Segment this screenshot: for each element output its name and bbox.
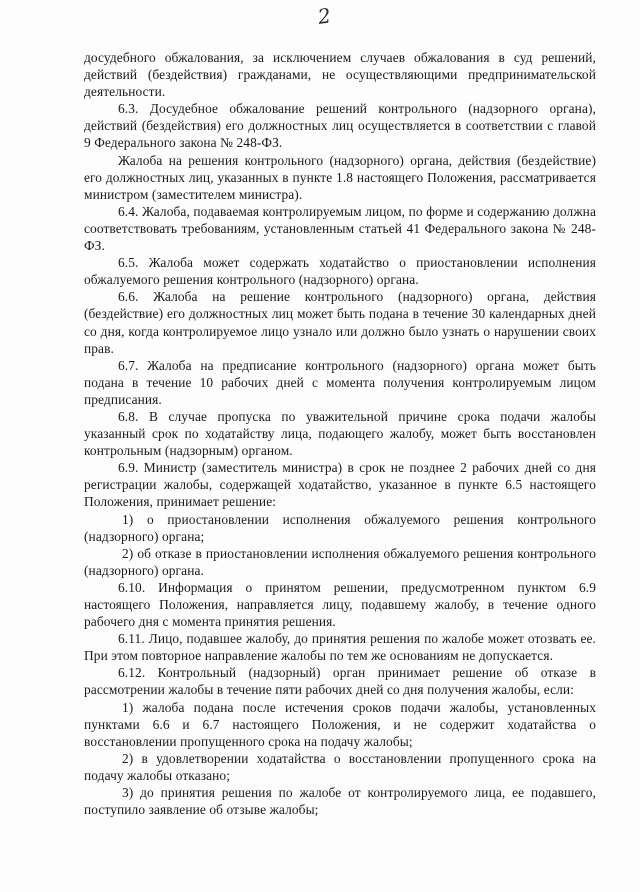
list-item-6-12-2: 2) в удовлетворении ходатайства о восстановлении пропущенного срока на подачу жалобы отказано; bbox=[84, 750, 596, 783]
paragraph-6-12: 6.12. Контрольный (надзорный) орган принимает решение об отказе в рассмотрении жалобы в течение пяти рабочих дней со дня получения жалобы, если: bbox=[84, 665, 596, 698]
paragraph-6-3: 6.3. Досудебное обжалование решений контрольного (надзорного органа), действий (бездействия) его должностных лиц осуществляется в соответствии с главой 9 Федерального закона № 248-ФЗ. bbox=[84, 101, 596, 151]
paragraph-continuation: досудебного обжалования, за исключением случаев обжалования в суд решений, действий (бездействия) гражданами, не осуществляющими предпринимательской деятельности. bbox=[84, 50, 596, 100]
paragraph-6-8: 6.8. В случае пропуска по уважительной причине срока подачи жалобы указанный срок по ходатайству лица, подающего жалобу, может быть восстановлен контрольным (надзорным) органом. bbox=[84, 408, 596, 459]
list-item-6-9-2: 2) об отказе в приостановлении исполнения обжалуемого решения контрольного (надзорного) органа. bbox=[84, 545, 596, 578]
paragraph-complaint-review: Жалоба на решения контрольного (надзорного) органа, действия (бездействие) его должностных лиц, указанных в пункте 1.8 настоящего Положения, рассматривается министром (заместителем министра). bbox=[84, 152, 596, 202]
paragraph-6-9: 6.9. Министр (заместитель министра) в срок не позднее 2 рабочих дней со дня регистрации жалобы, содержащей ходатайство, указанное в пункте 6.5 настоящего Положения, принимает решение: bbox=[84, 460, 596, 510]
paragraph-6-6: 6.6. Жалоба на решение контрольного (надзорного) органа, действия (бездействие) его должностных лиц может быть подана в течение 30 календарных дней со дня, когда контролируемое лицо узнало или должно было узнать о нарушении своих прав. bbox=[84, 289, 596, 356]
paragraph-6-4: 6.4. Жалоба, подаваемая контролируемым лицом, по форме и содержанию должна соответствовать требованиям, установленным статьей 41 Федерального закона № 248-ФЗ. bbox=[84, 203, 596, 254]
document-body bbox=[84, 49, 596, 818]
paragraph-6-11: 6.11. Лицо, подавшее жалобу, до принятия решения по жалобе может отозвать ее. При этом повторное направление жалобы по тем же основаниям не допускается. bbox=[84, 631, 596, 664]
paragraph-6-7: 6.7. Жалоба на предписание контрольного (надзорного) органа может быть подана в течение 10 рабочих дней с момента получения контролируемым лицом предписания. bbox=[84, 357, 596, 407]
paragraph-6-10: 6.10. Информация о принятом решении, предусмотренном пунктом 6.9 настоящего Положения, направляется лицу, подавшему жалобу, в течение одного рабочего дня с момента принятия решения. bbox=[84, 579, 596, 630]
list-item-6-12-1: 1) жалоба подана после истечения сроков подачи жалобы, установленных пунктами 6.6 и 6.7 настоящего Положения, и не содержит ходатайства о восстановлении пропущенного срока на подачу жалобы; bbox=[84, 699, 596, 749]
list-item-6-12-3: 3) до принятия решения по жалобе от контролируемого лица, ее подавшего, поступило заявление об отзыве жалобы; bbox=[84, 785, 596, 818]
list-item-6-9-1: 1) о приостановлении исполнения обжалуемого решения контрольного (надзорного) органа; bbox=[84, 511, 596, 544]
page-number: 2 bbox=[316, 3, 333, 29]
paragraph-6-5: 6.5. Жалоба может содержать ходатайство о приостановлении исполнения обжалуемого решения контрольного (надзорного) органа. bbox=[84, 255, 596, 288]
